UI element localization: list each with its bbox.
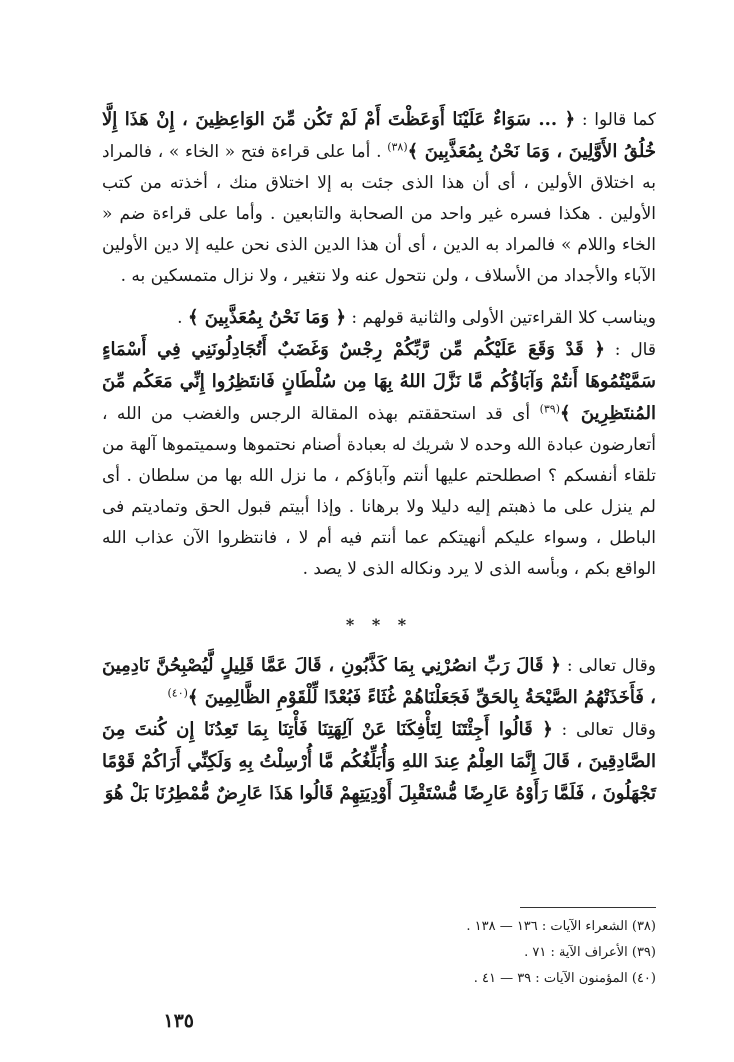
- paragraph-2-text: ويناسب كلا القراءتين الأولى والثانية قولهم :: [346, 308, 656, 328]
- page-number: ١٣٥: [163, 1010, 194, 1032]
- quran-verse-5: ﴿ قَالُوا أَجِئْتَنَا لِتَأْفِكَنَا عَنْ آلِهَتِنَا فَأْتِنَا بِمَا تَعِدُنَا إِن كُنتَ مِنَ الصَّادِقِينَ ، قَالَ إِنَّمَا العِلْمُ عِندَ اللهِ وَأُبَلِّغُكُم مَّا أُرْسِلْتُ بِهِ وَلَكِنِّي أَرَاكُمْ قَوْمًا تَجْهَلُونَ ، فَلَمَّا رَأَوْهُ عَارِضًا مُّسْتَقْبِلَ أَوْدِيَتِهِمْ قَالُوا هَذَا عَارِضٌ مُّمْطِرُنَا بَلْ هُوَ: [102, 719, 656, 804]
- section-separator: * * *: [345, 615, 413, 634]
- paragraph-2: [102, 302, 656, 334]
- paragraph-2-end: .: [177, 308, 188, 328]
- footnote-ref-38: (٣٨): [387, 140, 408, 154]
- paragraph-5-intro: وقال تعالى :: [552, 720, 656, 740]
- paragraph-4: [102, 650, 656, 714]
- footnote-ref-40: (٤٠): [167, 686, 188, 700]
- footnote-39: (٣٩) الأعراف الآية : ٧١ .: [524, 945, 656, 960]
- paragraph-3: [102, 334, 656, 585]
- footnote-38: (٣٨) الشعراء الآيات : ١٣٦ — ١٣٨ .: [466, 919, 656, 934]
- paragraph-4-intro: وقال تعالى :: [560, 656, 656, 676]
- paragraph-3-text: أى قد استحققتم بهذه المقالة الرجس والغضب من الله ، أتعارضون عبادة الله وحده لا شريك له بعبادة أصنام نحتموها وسميتموها آلهة من تلقاء أنفسكم ؟ اصطلحتم عليها أنتم وآباؤكم ، ما نزل الله بها من سلطان . أى لم ينزل على ما ذهبتم إليه دليلا ولا برهانا . وإذا أبيتم قبول الحق وتماديتم فى الباطل ، وسواء عليكم أنهيتكم عما أنتم فيه أم لا ، فانتظروا الآن عذاب الله الواقع بكم ، وبأسه الذى لا يرد ونكاله الذى لا يصد .: [102, 404, 656, 579]
- paragraph-1: [102, 104, 656, 292]
- quran-verse-2: ﴿ وَمَا نَحْنُ بِمُعَذَّبِينَ ﴾: [187, 307, 346, 328]
- paragraph-5: [102, 714, 656, 810]
- footnotes: [102, 907, 656, 992]
- quran-verse-3: ﴿ قَدْ وَقَعَ عَلَيْكُم مِّن رَّبِّكُمْ رِجْسٌ وَغَضَبٌ أَتُجَادِلُونَنِي فِي أَسْمَاءٍ سَمَّيْتُمُوهَا أَنتُمْ وَآبَاؤُكُم مَّا نَزَّلَ اللهُ بِهَا مِن سُلْطَانٍ فَانتَظِرُوا إِنِّي مَعَكُم مِّنَ المُنتَظِرِينَ ﴾: [102, 339, 656, 424]
- paragraph-1-text: . أما على قراءة فتح « الخاء » ، فالمراد به اختلاق الأولين ، أى أن هذا الذى جئت به إلا اختلاق منك ، أخذته من كتب الأولين . هكذا فسره غير واحد من الصحابة والتابعين . وأما على قراءة ضم « الخاء واللام » فالمراد به الدين ، أى أن هذا الدين الذى نحن عليه إلا دين الأولين الآباء والأجداد من الأسلاف ، ولن نتحول عنه ولا نتغير ، ولا نزال متمسكين به .: [102, 142, 656, 286]
- footnote-divider: [520, 907, 656, 908]
- footnote-ref-39: (٣٩): [539, 402, 560, 416]
- paragraph-1-intro: كما قالوا :: [575, 110, 656, 130]
- quran-verse-1: ﴿ ... سَوَاءٌ عَلَيْنَا أَوَعَظْتَ أَمْ لَمْ تَكُن مِّنَ الوَاعِظِينَ ، إِنْ هَذَا إِلَّا خُلُقُ الأَوَّلِينَ ، وَمَا نَحْنُ بِمُعَذَّبِينَ ﴾: [102, 109, 656, 162]
- footnote-40: (٤٠) المؤمنون الآيات : ٣٩ — ٤١ .: [473, 971, 656, 986]
- quran-verse-4: ﴿ قَالَ رَبِّ انصُرْنِي بِمَا كَذَّبُونِ ، قَالَ عَمَّا قَلِيلٍ لَّيُصْبِحُنَّ نَادِمِينَ ، فَأَخَذَتْهُمُ الصَّيْحَةُ بِالحَقِّ فَجَعَلْنَاهُمْ غُثَاءً فَبُعْدًا لِّلْقَوْمِ الظَّالِمِينَ ﴾: [102, 655, 656, 708]
- paragraph-3-intro: قال :: [604, 340, 656, 360]
